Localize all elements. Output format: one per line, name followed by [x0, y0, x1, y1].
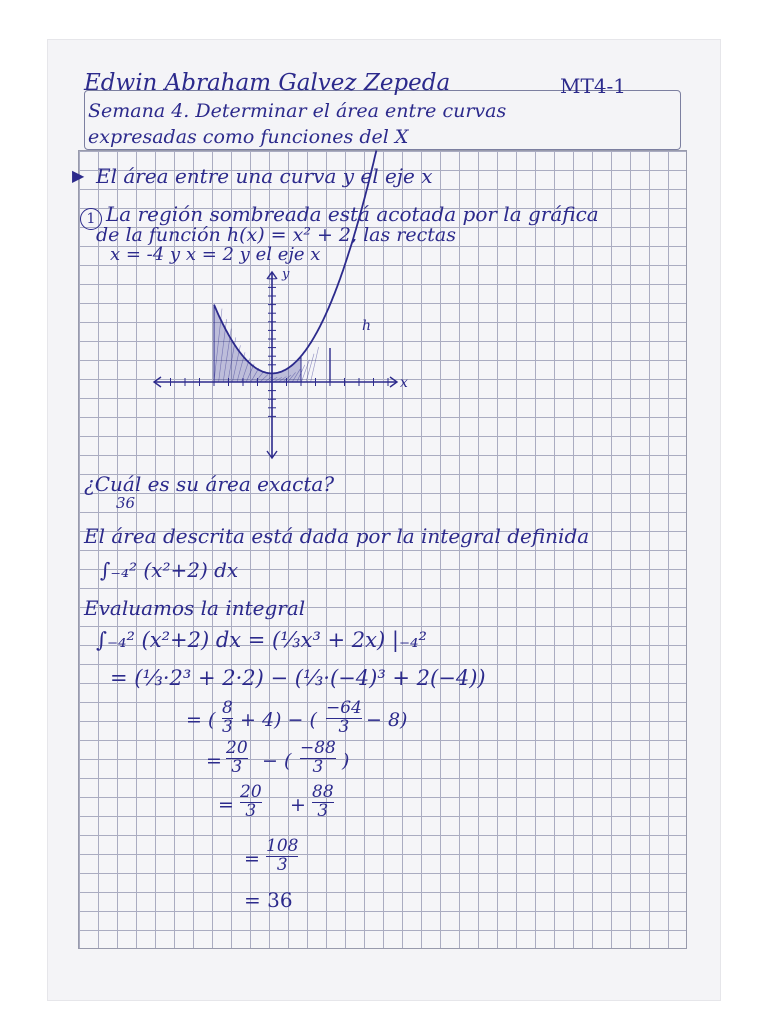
assignment-title-line2: expresadas como funciones del X: [88, 126, 409, 148]
section-title: El área entre una curva y el eje x: [96, 164, 433, 188]
fraction-denominator: 3: [231, 756, 243, 777]
step-5-fraction-2: [312, 784, 334, 821]
step-6-equals: =: [244, 848, 260, 870]
step-3-fraction-1: [222, 700, 233, 737]
area-graph: [150, 262, 410, 462]
hatch-line: [311, 347, 319, 382]
problem-line2: de la función h(x) = x² + 2, las rectas: [96, 224, 456, 246]
fraction-numerator: 20: [226, 738, 248, 758]
fraction-denominator: 3: [276, 854, 288, 875]
step-6-fraction: [266, 838, 298, 875]
evaluate-heading: Evaluamos la integral: [84, 596, 306, 620]
step-3-fraction-2: [326, 700, 362, 737]
fraction-denominator: 3: [222, 716, 233, 737]
step-5-plus: +: [290, 794, 306, 816]
student-name: Edwin Abraham Galvez Zepeda: [84, 70, 451, 96]
course-code: MT4-1: [560, 74, 627, 98]
problem-number-text: 1: [86, 211, 96, 227]
bullet-triangle-icon: ▶: [72, 166, 85, 185]
step-5-equals: =: [218, 794, 234, 816]
curve-label: h: [362, 318, 372, 334]
step-1: ∫₋₄² (x²+2) dx = (⅓x³ + 2x) |₋₄²: [96, 628, 427, 652]
step-5-fraction-1: [240, 784, 262, 821]
step-3-open: = (: [186, 709, 216, 731]
step-4-minus: − (: [262, 750, 292, 772]
step-3-middle: + 4) − (: [240, 709, 317, 731]
integral-description: El área descrita está dada por la integral definida: [84, 524, 590, 548]
step-3-close: − 8): [366, 709, 408, 731]
fraction-numerator: −64: [326, 698, 362, 718]
fraction-denominator: 3: [317, 800, 329, 821]
step-4-fraction-2: [300, 740, 336, 777]
fraction-numerator: −88: [300, 738, 336, 758]
fraction-numerator: 108: [266, 836, 299, 856]
step-4-fraction-1: [226, 740, 248, 777]
fraction-numerator: 8: [222, 698, 233, 718]
final-result: = 36: [244, 888, 293, 912]
assignment-title-line1: Semana 4. Determinar el área entre curvas: [88, 100, 507, 122]
y-axis-label: y: [282, 267, 290, 282]
question-text: ¿Cuál es su área exacta?: [84, 472, 335, 496]
fraction-denominator: 3: [245, 800, 257, 821]
step-4-close: ): [342, 750, 350, 772]
fraction-numerator: 20: [240, 782, 262, 802]
fraction-denominator: 3: [312, 756, 324, 777]
integral-expression: ∫₋₄² (x²+2) dx: [100, 558, 239, 582]
problem-line3: x = -4 y x = 2 y el eje x: [110, 244, 321, 265]
hatch-line: [301, 360, 309, 382]
question-answer: 36: [116, 494, 136, 512]
hatch-line: [306, 354, 314, 382]
fraction-denominator: 3: [338, 716, 350, 737]
step-4-equals: =: [206, 750, 222, 772]
problem-line1: La región sombreada está acotada por la gráfica: [106, 202, 599, 226]
step-2: = (⅓·2³ + 2·2) − (⅓·(−4)³ + 2(−4)): [110, 666, 486, 690]
axis-ticks: [171, 279, 389, 417]
x-axis-label: x: [400, 375, 408, 391]
fraction-numerator: 88: [312, 782, 334, 802]
